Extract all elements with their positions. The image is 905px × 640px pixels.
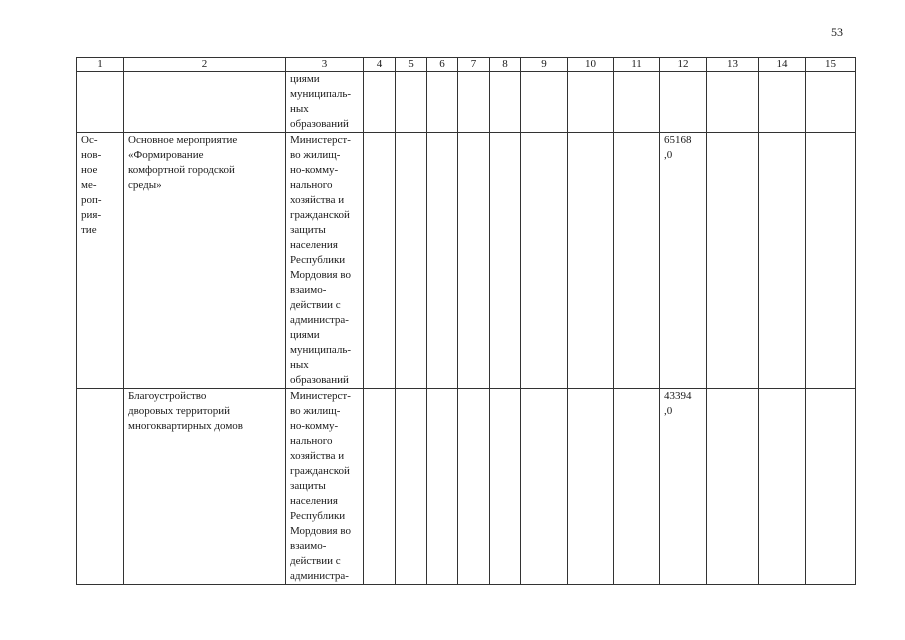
empty-cell bbox=[806, 72, 856, 133]
empty-cell bbox=[458, 389, 490, 585]
activity-name-cell: Основное мероприятие «Формирование комфортной городской среды» bbox=[124, 133, 286, 389]
empty-cell bbox=[568, 72, 614, 133]
column-number: 6 bbox=[427, 58, 458, 72]
empty-cell bbox=[568, 133, 614, 389]
empty-cell bbox=[707, 133, 759, 389]
empty-cell bbox=[396, 389, 427, 585]
activity-name-cell: Благоустройство дворовых территорий многоквартирных домов bbox=[124, 389, 286, 585]
amount-cell: 65168 ,0 bbox=[660, 133, 707, 389]
empty-cell bbox=[364, 133, 396, 389]
executor-cell: Министерст- во жилищ- но-комму- нального хозяйства и гражданской защиты населения Республики Мордовия во взаимо- действии с администра- bbox=[286, 389, 364, 585]
column-number: 14 bbox=[759, 58, 806, 72]
column-number: 7 bbox=[458, 58, 490, 72]
page-number: 53 bbox=[831, 25, 843, 39]
amount-cell: 43394 ,0 bbox=[660, 389, 707, 585]
empty-cell bbox=[458, 133, 490, 389]
column-number: 3 bbox=[286, 58, 364, 72]
empty-cell bbox=[568, 389, 614, 585]
empty-cell bbox=[427, 389, 458, 585]
empty-cell bbox=[614, 133, 660, 389]
empty-cell bbox=[806, 389, 856, 585]
empty-cell bbox=[396, 133, 427, 389]
table-row bbox=[77, 133, 856, 389]
empty-cell bbox=[490, 389, 521, 585]
row-type-cell bbox=[77, 389, 124, 585]
empty-cell bbox=[490, 72, 521, 133]
activity-name-cell bbox=[124, 72, 286, 133]
row-type-cell bbox=[77, 72, 124, 133]
column-number: 5 bbox=[396, 58, 427, 72]
column-number: 13 bbox=[707, 58, 759, 72]
row-type-cell: Ос- нов- ное ме- роп- рия- тие bbox=[77, 133, 124, 389]
table-row bbox=[77, 389, 856, 585]
column-number: 8 bbox=[490, 58, 521, 72]
empty-cell bbox=[614, 72, 660, 133]
executor-cell: циями муниципаль- ных образований bbox=[286, 72, 364, 133]
column-number: 10 bbox=[568, 58, 614, 72]
column-number: 12 bbox=[660, 58, 707, 72]
empty-cell bbox=[759, 72, 806, 133]
empty-cell bbox=[521, 72, 568, 133]
empty-cell bbox=[490, 133, 521, 389]
empty-cell bbox=[364, 72, 396, 133]
column-number: 15 bbox=[806, 58, 856, 72]
empty-cell bbox=[427, 133, 458, 389]
column-number: 2 bbox=[124, 58, 286, 72]
column-number: 9 bbox=[521, 58, 568, 72]
amount-cell bbox=[660, 72, 707, 133]
empty-cell bbox=[759, 133, 806, 389]
empty-cell bbox=[396, 72, 427, 133]
empty-cell bbox=[707, 72, 759, 133]
empty-cell bbox=[707, 389, 759, 585]
column-number-row bbox=[77, 58, 856, 72]
empty-cell bbox=[427, 72, 458, 133]
empty-cell bbox=[521, 389, 568, 585]
program-table bbox=[76, 57, 856, 585]
empty-cell bbox=[458, 72, 490, 133]
empty-cell bbox=[364, 389, 396, 585]
table-row bbox=[77, 72, 856, 133]
executor-cell: Министерст- во жилищ- но-комму- нального хозяйства и гражданской защиты населения Республики Мордовия во взаимо- действии с администра- циями муниципаль- ных образований bbox=[286, 133, 364, 389]
empty-cell bbox=[806, 133, 856, 389]
column-number: 4 bbox=[364, 58, 396, 72]
empty-cell bbox=[614, 389, 660, 585]
column-number: 11 bbox=[614, 58, 660, 72]
empty-cell bbox=[759, 389, 806, 585]
column-number: 1 bbox=[77, 58, 124, 72]
empty-cell bbox=[521, 133, 568, 389]
